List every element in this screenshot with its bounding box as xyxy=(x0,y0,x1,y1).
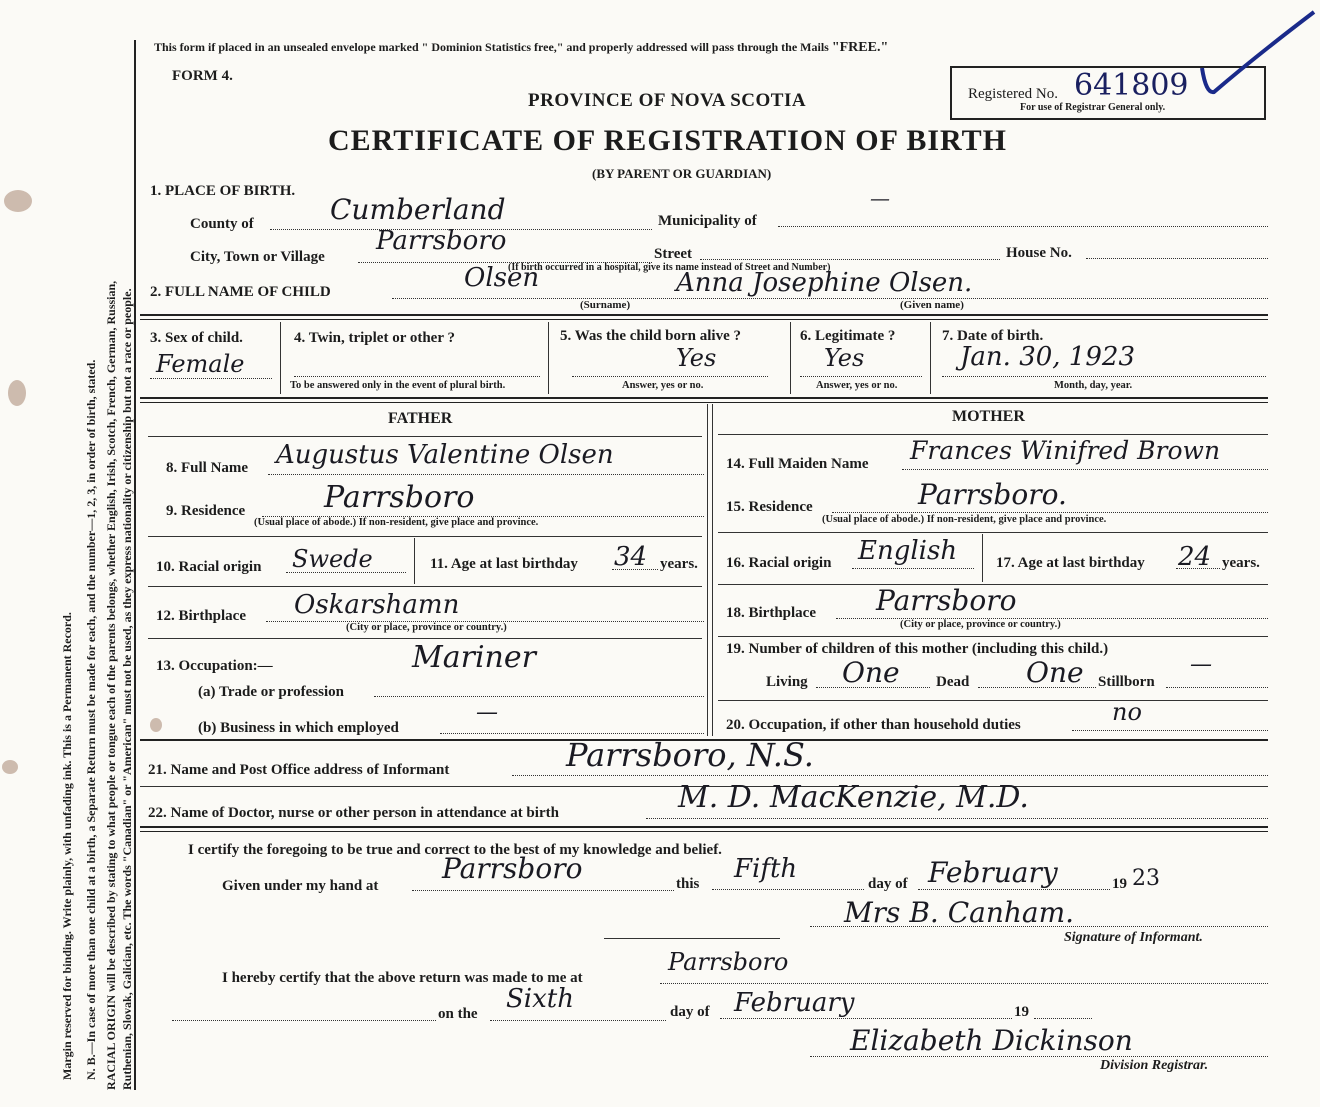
mail-notice xyxy=(154,40,888,56)
sex-line xyxy=(150,378,272,379)
hospital-note: (If birth occurred in a hospital, give its name instead of Street and Number) xyxy=(508,262,831,273)
divider xyxy=(148,638,702,639)
reg-month-line xyxy=(720,1018,1012,1019)
stillborn-label: Stillborn xyxy=(1098,674,1155,690)
given-place-line xyxy=(412,890,674,891)
father-business-label: (b) Business in which employed xyxy=(198,720,399,736)
mother-residence-line xyxy=(832,512,1268,513)
county-value: Cumberland xyxy=(330,193,506,226)
paper-stain xyxy=(8,380,26,406)
registrar-caption: Division Registrar. xyxy=(1100,1058,1209,1073)
registered-label: Registered No. xyxy=(968,86,1058,102)
col-divider xyxy=(280,322,281,394)
mother-age-label: 17. Age at last birthday xyxy=(996,555,1145,571)
father-residence-note: (Usual place of abode.) If non-resident, give place and province. xyxy=(254,517,539,528)
paper-stain xyxy=(150,718,162,732)
mother-name-line xyxy=(902,469,1268,470)
divider xyxy=(148,586,702,587)
street-label: Street xyxy=(654,246,693,262)
divider xyxy=(140,826,1268,828)
informant-value: Parrsboro, N.S. xyxy=(566,736,814,774)
house-line xyxy=(1086,258,1268,259)
father-heading: FATHER xyxy=(388,410,453,427)
legitimate-note: Answer, yes or no. xyxy=(816,380,898,391)
mail-notice-text: This form if placed in an unsealed envelope marked " Dominion Statistics free," and properly addressed will pass through the Mails xyxy=(154,40,829,54)
legitimate-line xyxy=(800,376,922,377)
given-day: Fifth xyxy=(734,854,798,884)
registrar-place-line xyxy=(660,983,1268,984)
father-occupation: Mariner xyxy=(412,640,536,675)
divider xyxy=(718,700,1268,701)
col-divider xyxy=(414,538,415,584)
living-label: Living xyxy=(766,674,808,690)
father-birthplace-label: 12. Birthplace xyxy=(156,608,246,624)
city-label: City, Town or Village xyxy=(190,249,325,265)
registrar-statement: I hereby certify that the above return was made to me at xyxy=(222,970,583,986)
dob-value: Jan. 30, 1923 xyxy=(960,342,1135,372)
paper-stain xyxy=(2,760,18,774)
registrar-place: Parrsboro xyxy=(668,948,789,976)
divider xyxy=(718,636,1268,637)
given-month-line xyxy=(918,889,1110,890)
mother-years-label: years. xyxy=(1222,555,1260,571)
registered-number: 641809 xyxy=(1074,68,1189,103)
given-year-suffix: 23 xyxy=(1132,866,1160,891)
reg-day-of-label: day of xyxy=(670,1004,710,1020)
municipality-label: Municipality of xyxy=(658,213,757,229)
father-residence: Parrsboro xyxy=(324,480,475,515)
given-year-prefix: 19 xyxy=(1112,876,1127,892)
father-occupation-label: 13. Occupation:— xyxy=(156,658,273,674)
margin-note-3: RACIAL ORIGIN will be described by stating to what people or tongue each of the parents belongs, whether English, Irish, Scotch, French, German, Russian, xyxy=(104,280,118,1090)
mother-occupation-label: 20. Occupation, if other than household duties xyxy=(726,717,1021,733)
divider xyxy=(140,402,1268,403)
municipality-value: — xyxy=(870,186,890,210)
father-business: — xyxy=(476,700,498,725)
divider xyxy=(140,831,1268,832)
county-label: County of xyxy=(190,216,254,232)
informant-signature: Mrs B. Canham. xyxy=(844,896,1075,929)
divider xyxy=(604,938,780,939)
mother-residence: Parrsboro. xyxy=(918,478,1067,511)
doctor-value: M. D. MacKenzie, M.D. xyxy=(678,780,1029,815)
twin-line xyxy=(294,376,540,377)
dead-value: One xyxy=(1026,656,1084,689)
dob-label: 7. Date of birth. xyxy=(942,328,1044,344)
divider xyxy=(718,434,1268,435)
house-no-label: House No. xyxy=(1006,245,1072,261)
given-place: Parrsboro xyxy=(442,852,583,885)
form-number: FORM 4. xyxy=(172,68,233,84)
given-caption: (Given name) xyxy=(900,299,964,311)
divider xyxy=(140,319,1268,320)
province-title: PROVINCE OF NOVA SCOTIA xyxy=(528,90,807,111)
given-month: February xyxy=(928,856,1058,889)
divider xyxy=(718,532,1268,533)
child-name-label: 2. FULL NAME OF CHILD xyxy=(150,284,331,300)
alive-label: 5. Was the child born alive ? xyxy=(560,328,741,344)
doctor-label: 22. Name of Doctor, nurse or other person in attendance at birth xyxy=(148,805,559,821)
father-name-line xyxy=(268,474,704,475)
center-divider xyxy=(712,404,713,736)
center-divider xyxy=(707,404,708,736)
mother-birthplace: Parrsboro xyxy=(876,584,1017,617)
reg-year-prefix: 19 xyxy=(1014,1004,1029,1020)
mother-residence-label: 15. Residence xyxy=(726,499,813,515)
mother-age: 24 xyxy=(1178,542,1212,572)
paper-stain xyxy=(4,190,32,212)
mother-residence-note: (Usual place of abode.) If non-resident, give place and province. xyxy=(822,514,1107,525)
mother-racial-label: 16. Racial origin xyxy=(726,555,832,571)
dob-line xyxy=(942,376,1266,377)
child-surname: Olsen xyxy=(464,263,540,293)
stillborn-line xyxy=(1166,687,1268,688)
father-years-label: years. xyxy=(660,556,698,572)
registrar-note: For use of Registrar General only. xyxy=(1020,102,1166,113)
col-divider xyxy=(982,534,983,582)
alive-line xyxy=(572,376,768,377)
children-count-label: 19. Number of children of this mother (including this child.) xyxy=(726,641,1109,657)
col-divider xyxy=(548,322,549,394)
twin-label: 4. Twin, triplet or other ? xyxy=(294,330,455,346)
informant-signature-caption: Signature of Informant. xyxy=(1064,930,1203,945)
father-name: Augustus Valentine Olsen xyxy=(276,440,614,470)
this-label: this xyxy=(676,876,700,892)
mother-racial: English xyxy=(858,536,958,566)
informant-label: 21. Name and Post Office address of Informant xyxy=(148,762,450,778)
father-birthplace-note: (City or place, province or country.) xyxy=(346,622,507,633)
city-value: Parrsboro xyxy=(376,226,507,256)
mother-occupation-line xyxy=(1072,730,1268,731)
col-divider xyxy=(790,322,791,394)
alive-value: Yes xyxy=(676,344,717,372)
reg-month: February xyxy=(734,988,855,1018)
dead-label: Dead xyxy=(936,674,970,690)
mail-free: "FREE." xyxy=(831,40,889,55)
on-the-label: on the xyxy=(438,1006,478,1022)
certify-statement: I certify the foregoing to be true and correct to the best of my knowledge and belief. xyxy=(188,842,722,858)
margin-note-1: Margin reserved for binding. Write plainly, with unfading ink. This is a Permanent Record. xyxy=(60,612,74,1080)
divider xyxy=(148,436,702,437)
mother-name-label: 14. Full Maiden Name xyxy=(726,456,869,472)
reg-year-line xyxy=(1034,1018,1092,1019)
father-business-line xyxy=(440,733,704,734)
municipality-line xyxy=(778,226,1268,227)
legitimate-value: Yes xyxy=(824,344,865,372)
given-day-line xyxy=(712,889,864,890)
mother-birthplace-note: (City or place, province or country.) xyxy=(900,619,1061,630)
divider xyxy=(148,536,702,537)
page-title: CERTIFICATE OF REGISTRATION OF BIRTH xyxy=(328,124,1007,157)
informant-line xyxy=(512,775,1268,776)
legitimate-label: 6. Legitimate ? xyxy=(800,328,896,344)
child-name-line xyxy=(392,298,1268,299)
stillborn-value: — xyxy=(1190,652,1212,677)
father-residence-label: 9. Residence xyxy=(166,503,246,519)
street-line xyxy=(700,259,1000,260)
mother-heading: MOTHER xyxy=(952,408,1025,425)
day-of-label: day of xyxy=(868,876,908,892)
doctor-line xyxy=(646,818,1268,819)
dob-note: Month, day, year. xyxy=(1054,380,1133,391)
surname-caption: (Surname) xyxy=(580,299,631,311)
alive-note: Answer, yes or no. xyxy=(622,380,704,391)
reg-day-line xyxy=(490,1020,666,1021)
on-the-prefix-line xyxy=(172,1020,436,1021)
margin-note-2: N. B.—In case of more than one child at a birth, a Separate Return must be made for each, and the number—1, 2, 3, in order of birth, stated. xyxy=(84,359,98,1080)
sex-label: 3. Sex of child. xyxy=(150,330,243,346)
living-value: One xyxy=(842,656,900,689)
place-of-birth-label: 1. PLACE OF BIRTH. xyxy=(150,183,296,199)
twin-note: To be answered only in the event of plural birth. xyxy=(290,380,506,391)
margin-border xyxy=(134,40,136,1090)
father-trade-label: (a) Trade or profession xyxy=(198,684,344,700)
col-divider xyxy=(930,322,931,394)
mother-racial-line xyxy=(852,568,974,569)
father-age-label: 11. Age at last birthday xyxy=(430,556,578,572)
divider xyxy=(140,314,1268,316)
divider xyxy=(140,397,1268,399)
mother-occupation: no xyxy=(1112,698,1142,726)
mother-name: Frances Winifred Brown xyxy=(910,436,1221,465)
margin-note-4: Ruthenian, Slovak, Galician, etc. The words "Canadian" or "American" must not be used, as they express nationality or citizenship but not a race or people. xyxy=(120,288,134,1090)
father-birthplace: Oskarshamn xyxy=(294,590,460,620)
father-name-label: 8. Full Name xyxy=(166,460,249,476)
father-age: 34 xyxy=(614,542,648,572)
registrar-signature: Elizabeth Dickinson xyxy=(850,1024,1133,1057)
given-under-label: Given under my hand at xyxy=(222,878,379,894)
mother-birthplace-label: 18. Birthplace xyxy=(726,605,816,621)
father-racial: Swede xyxy=(292,545,373,573)
child-given-name: Anna Josephine Olsen. xyxy=(676,268,973,298)
father-trade-line xyxy=(374,696,704,697)
father-racial-label: 10. Racial origin xyxy=(156,559,262,575)
page-subtitle: (BY PARENT OR GUARDIAN) xyxy=(592,166,772,181)
reg-day: Sixth xyxy=(506,984,574,1014)
check-mark-icon xyxy=(1196,6,1320,100)
sex-value: Female xyxy=(156,350,245,378)
